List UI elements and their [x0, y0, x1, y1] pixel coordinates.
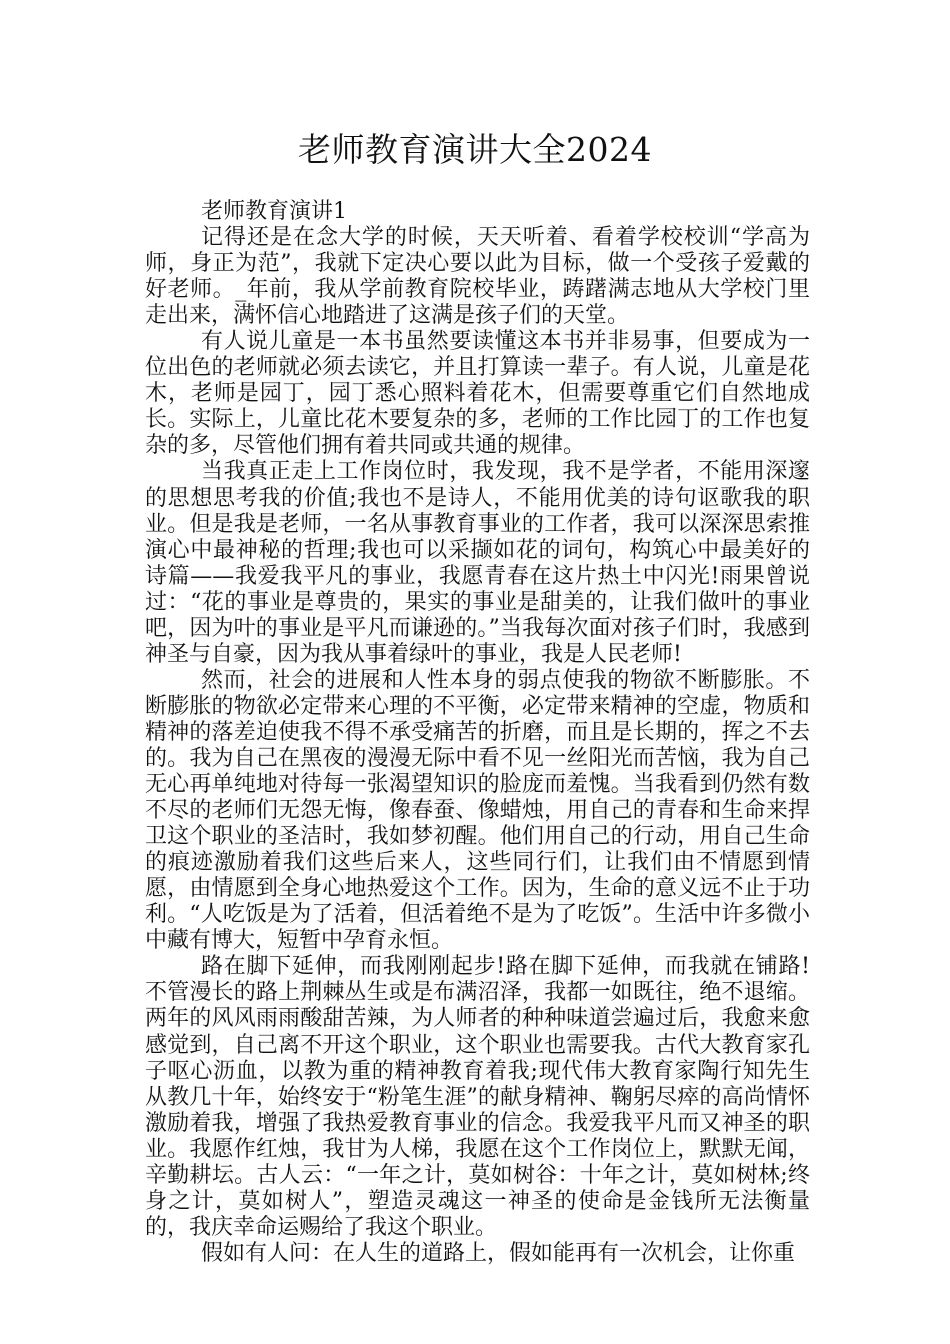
paragraph: 路在脚下延伸，而我刚刚起步!路在脚下延伸，而我就在铺路!不管漫长的路上荆棘丛生或是布满沼泽，我都一如既往，绝不退缩。两年的风风雨雨酸甜苦辣，为人师者的种种味道尝遍过后，我愈来愈感觉到，自己离不开这个职业，这个职业也需要我。古代大教育家孔子呕心沥血，以教为重的精神教育着我;现代伟大教育家陶行知先生从教几十年，始终安于“粉笔生涯”的献身精神、鞠躬尽瘁的高尚情怀激励着我，增强了我热爱教育事业的信念。我爱我平凡而又神圣的职业。我愿作红烛，我甘为人梯，我愿在这个工作岗位上，默默无闻，辛勤耕坛。古人云：“一年之计，莫如树谷：十年之计，莫如树林;终身之计，莫如树人”，塑造灵魂这一神圣的使命是金钱所无法衡量的，我庆幸命运赐给了我这个职业。 — [145, 954, 810, 1240]
section-heading: 老师教育演讲1 — [201, 199, 347, 224]
document-body — [145, 199, 810, 1267]
paragraph: 有人说儿童是一本书虽然要读懂这本书并非易事，但要成为一位出色的老师就必须去读它，并且打算读一辈子。有人说，儿童是花木，老师是园丁，园丁悉心照料着花木，但需要尊重它们自然地成长。实际上，儿童比花木要复杂的多，老师的工作比园丁的工作也复杂的多，尽管他们拥有着共同或共通的规律。 — [145, 329, 810, 459]
document-title: 老师教育演讲大全2024 — [298, 130, 652, 169]
paragraph: 记得还是在念大学的时候，天天听着、看着学校校训“学高为师，身正为范”，我就下定决心要以此为目标，做一个受孩子爱戴的好老师。_年前，我从学前教育院校毕业，踌躇满志地从大学校门里走出来，满怀信心地踏进了这满是孩子们的天堂。 — [145, 225, 810, 329]
paragraph: 假如有人问：在人生的道路上，假如能再有一次机会，让你重 — [201, 1240, 796, 1266]
paragraph: 当我真正走上工作岗位时，我发现，我不是学者，不能用深邃的思想思考我的价值;我也不是诗人，不能用优美的诗句讴歌我的职业。但是我是老师，一名从事教育事业的工作者，我可以深深思索推演心中最神秘的哲理;我也可以采撷如花的词句，构筑心中最美好的诗篇——我爱我平凡的事业，我愿青春在这片热土中闪光!雨果曾说过：“花的事业是尊贵的，果实的事业是甜美的，让我们做叶的事业吧，因为叶的事业是平凡而谦逊的。”当我每次面对孩子们时，我感到神圣与自豪，因为我从事着绿叶的事业，我是人民老师! — [145, 459, 810, 667]
paragraph: 然而，社会的进展和人性本身的弱点使我的物欲不断膨胀。不断膨胀的物欲必定带来心理的不平衡，必定带来精神的空虚，物质和精神的落差迫使我不得不承受痛苦的折磨，而且是长期的，挥之不去的。我为自己在黑夜的漫漫无际中看不见一丝阳光而苦恼，我为自己无心再单纯地对待每一张渴望知识的脸庞而羞愧。当我看到仍然有数不尽的老师们无怨无悔，像春蚕、像蜡烛，用自己的青春和生命来捍卫这个职业的圣洁时，我如梦初醒。他们用自己的行动，用自己生命的痕迹激励着我们这些后来人，这些同行们，让我们由不情愿到情愿，由情愿到全身心地热爱这个工作。因为，生命的意义远不止于功利。“人吃饭是为了活着，但活着绝不是为了吃饭”。生活中许多微小中藏有博大，短暂中孕育永恒。 — [145, 667, 810, 954]
